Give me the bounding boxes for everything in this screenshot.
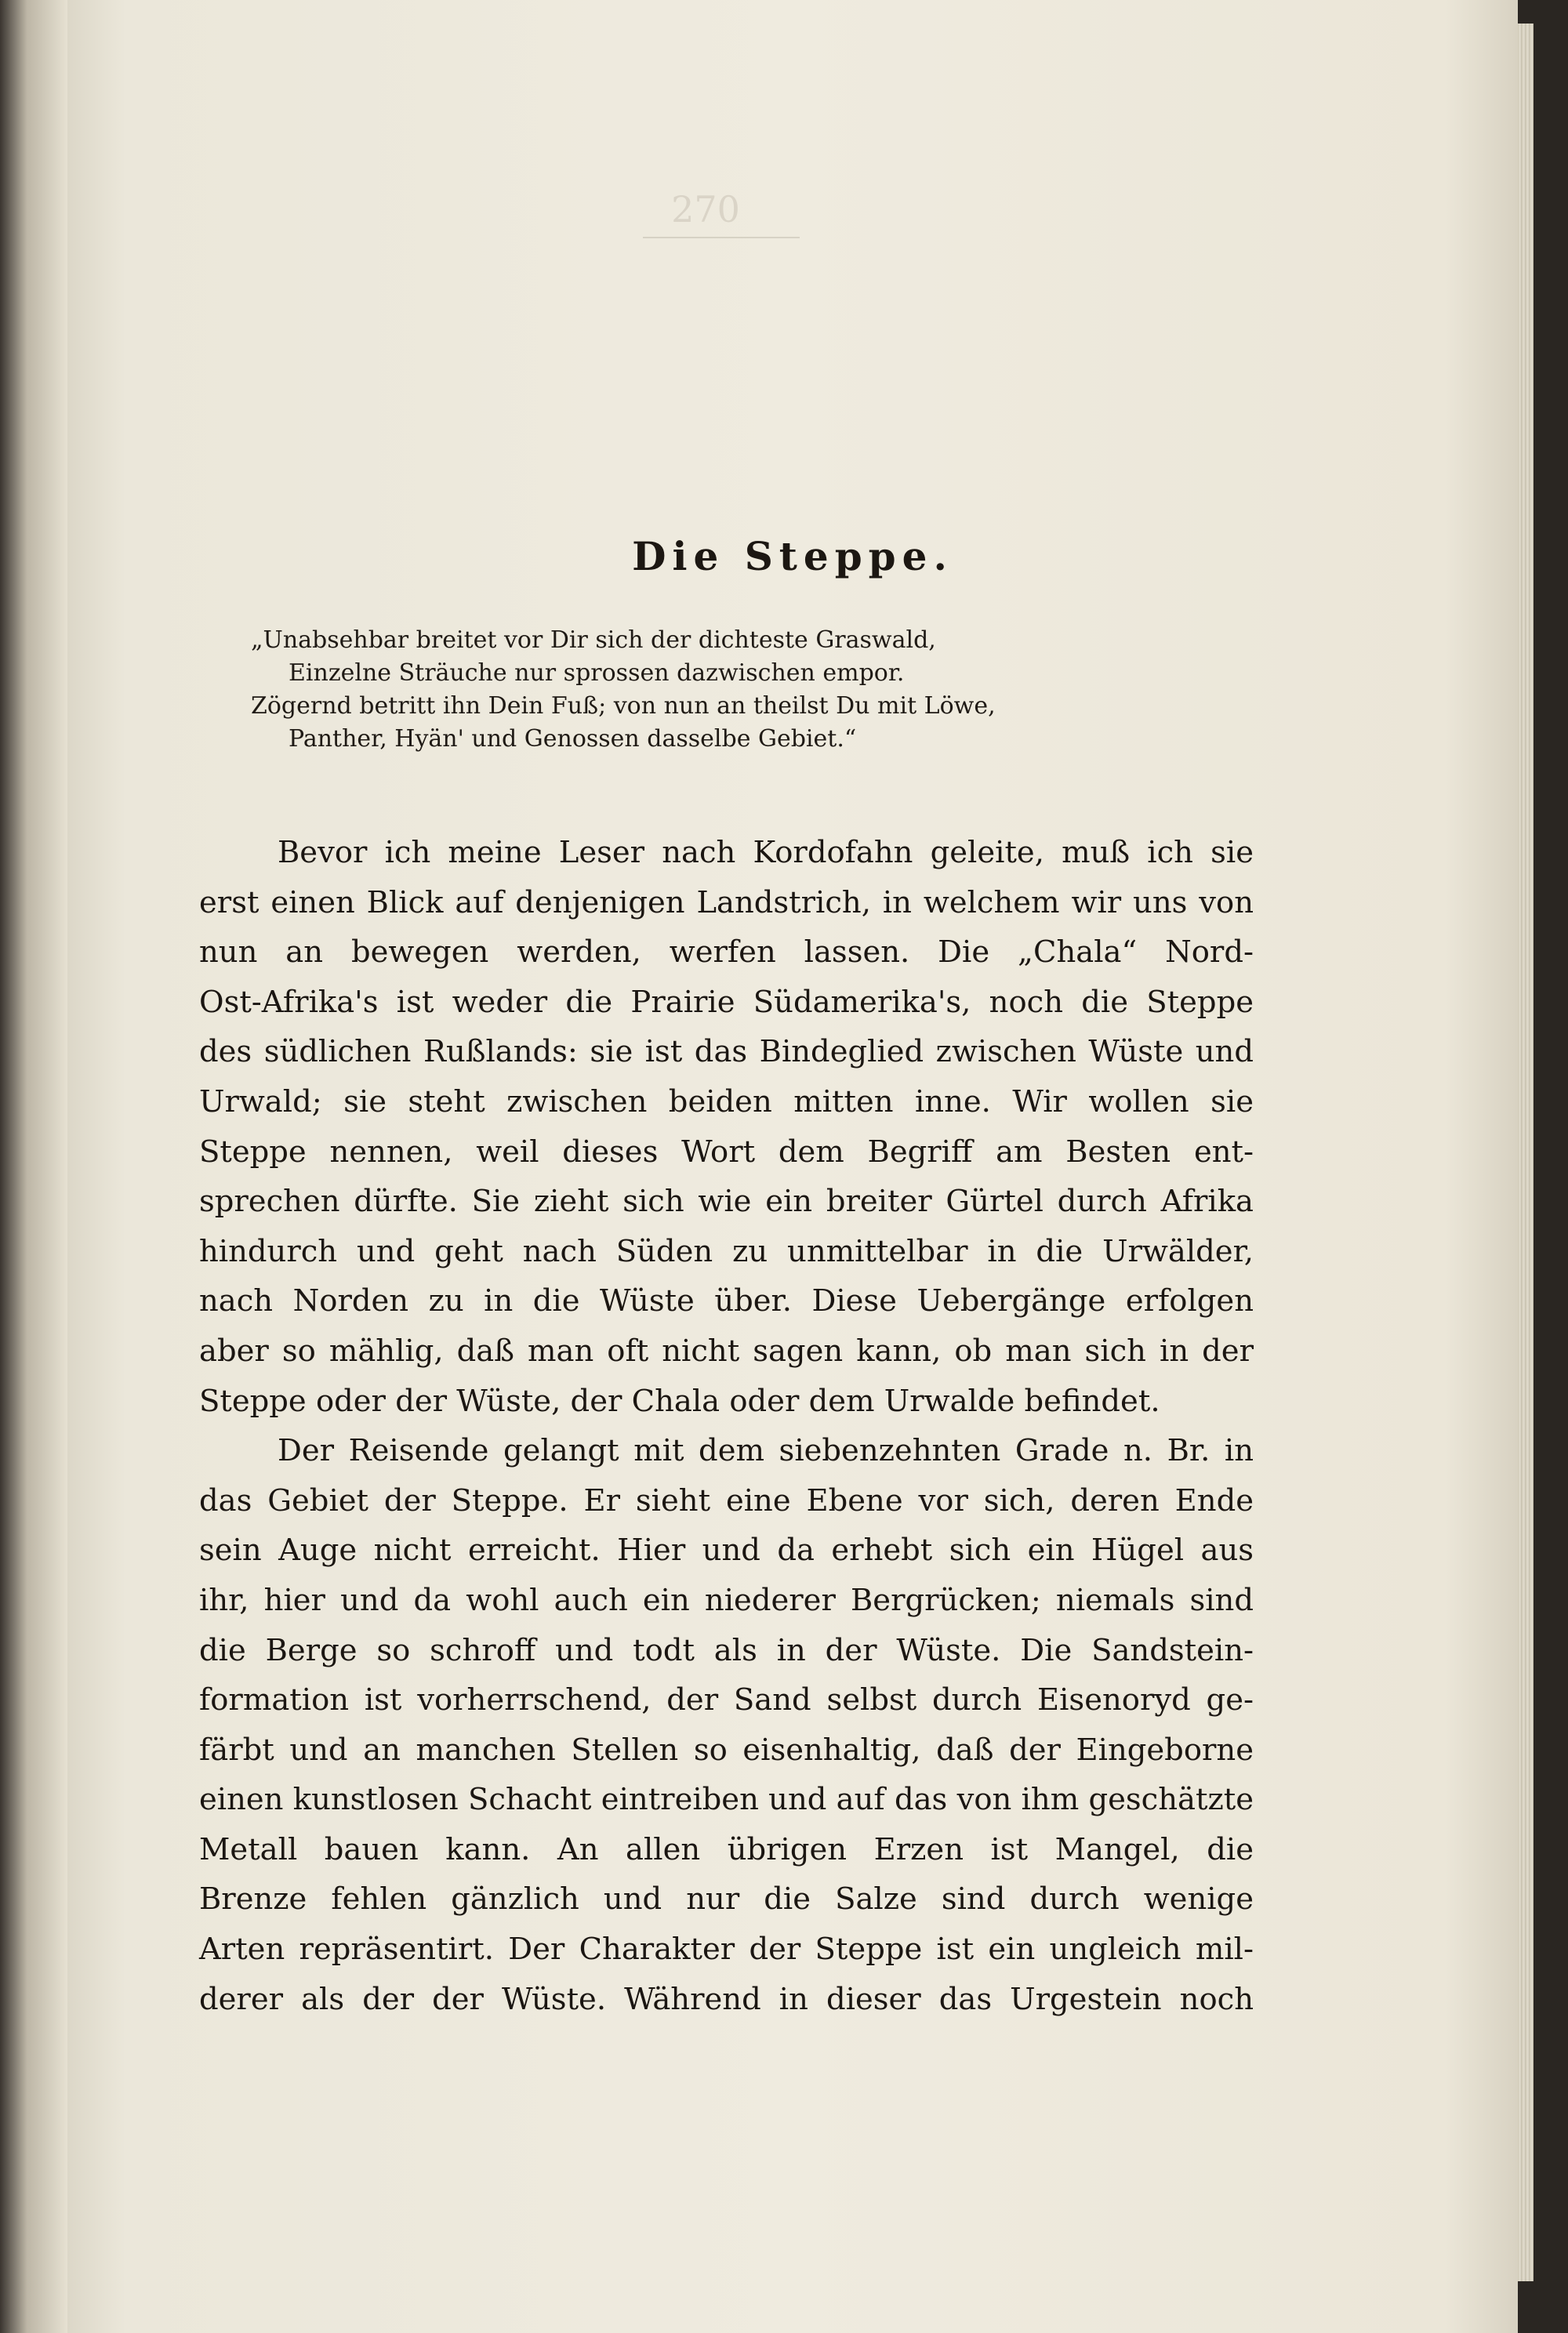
- text-line: derer als der der Wüste. Während in dieser das Urgestein noch: [199, 1981, 1254, 2017]
- text-line: Der Reisende gelangt mit dem siebenzehnten Grade n. Br. in: [278, 1433, 1254, 1469]
- epigraph: [251, 624, 1333, 756]
- text-line: hindurch und geht nach Süden zu unmittelbar in die Urwälder,: [199, 1233, 1254, 1269]
- text-line: die Berge so schroff und todt als in der Wüste. Die Sandstein-: [199, 1632, 1254, 1668]
- page-stack-edge: [1518, 24, 1534, 2281]
- text-line: ihr, hier und da wohl auch ein niederer Bergrücken; niemals sind: [199, 1582, 1254, 1618]
- text-line: formation ist vorherrschend, der Sand selbst durch Eisenoryd ge-: [199, 1682, 1254, 1718]
- header-rule: [643, 237, 800, 238]
- text-line: das Gebiet der Steppe. Er sieht eine Ebene vor sich, deren Ende: [199, 1482, 1254, 1518]
- text-line: sprechen dürfte. Sie zieht sich wie ein breiter Gürtel durch Afrika: [199, 1184, 1254, 1220]
- text-line: Brenze fehlen gänzlich und nur die Salze sind durch wenige: [199, 1881, 1254, 1918]
- text-line: Urwald; sie steht zwischen beiden mitten inne. Wir wollen sie: [199, 1083, 1254, 1119]
- epigraph-line: Panther, Hyän' und Genossen dasselbe Gebiet.“: [289, 725, 857, 753]
- text-line: Bevor ich meine Leser nach Kordofahn geleite, muß ich sie: [278, 835, 1254, 870]
- text-line: sein Auge nicht erreicht. Hier und da erhebt sich ein Hügel aus: [199, 1533, 1254, 1569]
- page-number: 270: [671, 188, 740, 230]
- epigraph-line: Zögernd betritt ihn Dein Fuß; von nun an theilst Du mit Löwe,: [251, 692, 996, 720]
- text-line: einen kunstlosen Schacht eintreiben und auf das von ihm geschätzte: [199, 1782, 1254, 1818]
- text-line: Steppe oder der Wüste, der Chala oder dem Urwalde befindet.: [199, 1383, 1160, 1419]
- text-line: Steppe nennen, weil dieses Wort dem Begriff am Besten ent-: [199, 1134, 1254, 1170]
- epigraph-line: „Unabsehbar breitet vor Dir sich der dichteste Graswald,: [251, 626, 936, 654]
- text-line: aber so mählig, daß man oft nicht sagen kann, ob man sich in der: [199, 1333, 1254, 1369]
- text-line: nach Norden zu in die Wüste über. Diese Uebergänge erfolgen: [199, 1283, 1254, 1319]
- chapter-title: Die Steppe.: [632, 533, 953, 579]
- text-line: nun an bewegen werden, werfen lassen. Die „Chala“ Nord-: [199, 934, 1254, 971]
- facing-page-edge: [0, 0, 67, 2333]
- epigraph-line: Einzelne Sträuche nur sprossen dazwischen empor.: [289, 659, 905, 687]
- text-line: des südlichen Rußlands: sie ist das Bindeglied zwischen Wüste und: [199, 1034, 1254, 1070]
- body-text: [199, 828, 1254, 2024]
- text-line: Metall bauen kann. An allen übrigen Erzen ist Mangel, die: [199, 1831, 1254, 1867]
- text-line: Ost-Afrika's ist weder die Prairie Südamerika's, noch die Steppe: [199, 984, 1254, 1020]
- text-line: Arten repräsentirt. Der Charakter der Steppe ist ein ungleich mil-: [199, 1932, 1254, 1968]
- text-line: erst einen Blick auf denjenigen Landstrich, in welchem wir uns von: [199, 884, 1254, 920]
- text-line: färbt und an manchen Stellen so eisenhaltig, daß der Eingeborne: [199, 1732, 1254, 1768]
